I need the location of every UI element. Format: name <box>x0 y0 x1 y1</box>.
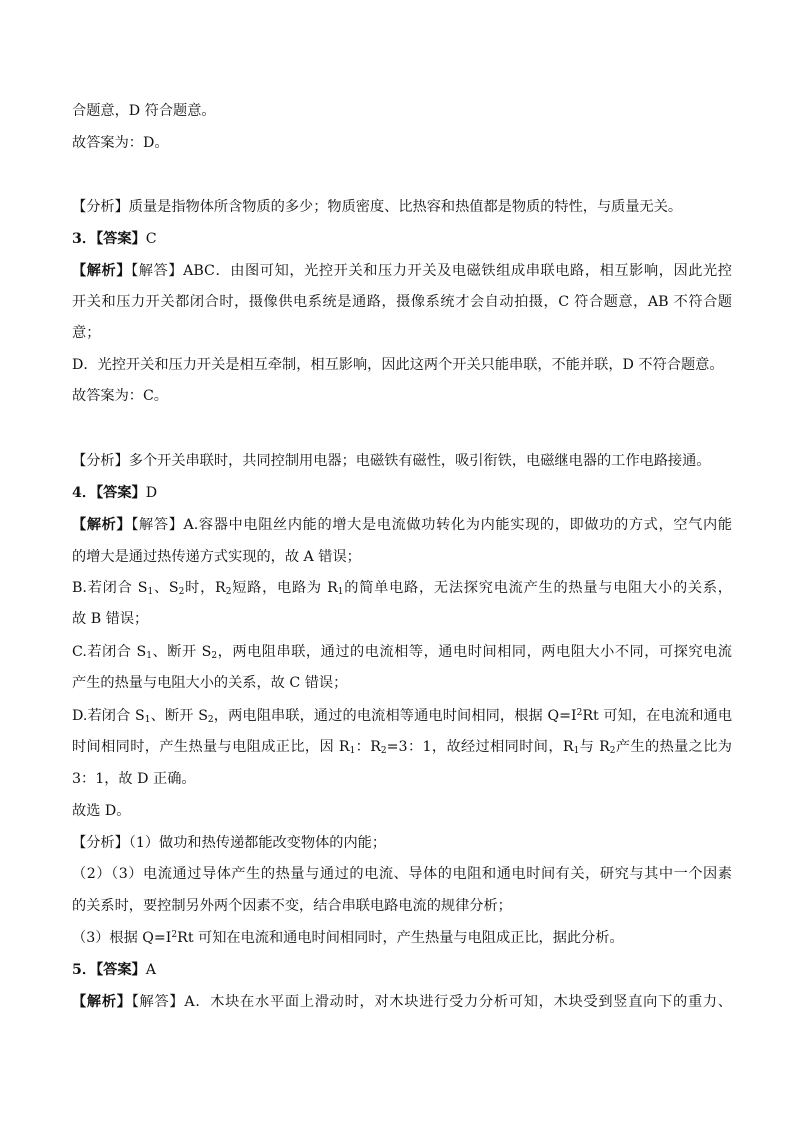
solution-label: 【解析】 <box>72 517 132 533</box>
subscript: 1 <box>349 746 356 756</box>
answer-heading-3 <box>72 229 732 249</box>
text-span: 短路，电路为 R <box>231 580 338 596</box>
text-span: 、断开 S <box>152 644 212 660</box>
text-line <box>72 992 732 1012</box>
text-span: =3：1，故经过相同时间，R <box>386 739 574 755</box>
analysis-line: 【分析】（1）做功和热传递都能改变物体的内能； <box>72 835 387 851</box>
subscript: 2 <box>178 587 185 597</box>
solution-label: 【解析】 <box>72 994 132 1010</box>
text-line: D．光控开关和压力开关是相互牵制，相互影响，因此这两个开关只能串联，不能并联，D 不符合题意。 <box>72 357 724 373</box>
text-span: ，两电阻串联，通过的电流相等，通电时间相同，两电阻大小不同，可探究电流 <box>217 644 732 660</box>
subscript: 1 <box>147 587 154 597</box>
subscript: 2 <box>211 651 218 661</box>
text-line: 的关系时，要控制另外两个因素不变，结合串联电路电流的规律分析； <box>72 898 512 914</box>
subscript: 2 <box>207 715 214 725</box>
subscript: 2 <box>380 746 387 756</box>
text-line: 故选 D。 <box>72 803 131 819</box>
subscript: 1 <box>337 587 344 597</box>
answer-value: D <box>145 485 158 501</box>
solution-label: 【解析】 <box>72 263 132 279</box>
subscript: 1 <box>573 746 580 756</box>
text-line <box>72 737 732 757</box>
question-number: 5． <box>72 962 97 978</box>
text-span: 时间相同时，产生热量与电阻成正比，因 R <box>72 739 350 755</box>
text-span: Rt 可知在电流和通电时间相同时，产生热量与电阻成正比，据此分析。 <box>177 930 624 946</box>
text-line <box>72 928 732 948</box>
answer-value: C <box>145 231 157 247</box>
text-span: 、断开 S <box>150 708 208 724</box>
text-line: 开关和压力开关都闭合时，摄像供电系统是通路，摄像系统才会自动拍摄，C 符合题意，AB 不符合题 <box>72 294 732 310</box>
question-number: 4． <box>72 485 97 501</box>
superscript: 2 <box>171 930 178 940</box>
text-line: 意； <box>72 325 101 341</box>
text-span: Rt 可知，在电流和通电 <box>582 708 733 724</box>
text-line <box>72 515 732 535</box>
answer-label: 【答案】 <box>96 231 146 247</box>
text-span: （3）根据 Q=I <box>72 930 172 946</box>
text-line <box>72 642 732 662</box>
text-line <box>72 261 732 281</box>
answer-heading-4 <box>72 483 732 503</box>
answer-value: A <box>145 962 156 978</box>
text-span: 的简单电路，无法探究电流产生的热量与电阻大小的关系， <box>343 580 732 596</box>
text-span: D.若闭合 S <box>72 708 145 724</box>
subscript: 2 <box>225 587 232 597</box>
answer-label: 【答案】 <box>96 485 146 501</box>
text-line: 产生的热量与电阻大小的关系，故 C 错误； <box>72 675 348 691</box>
text-line: 故答案为：D。 <box>72 135 169 151</box>
text-span: 与 R <box>579 739 610 755</box>
analysis-line: 【分析】多个开关串联时，共同控制用电器；电磁铁有磁性，吸引衔铁，电磁继电器的工作电路接通。 <box>72 453 711 469</box>
text-span: 【解答】ABC．由图可知，光控开关和压力开关及电磁铁组成串联电路，相互影响，因此光控 <box>131 263 732 279</box>
text-line: 的增大是通过热传递方式实现的，故 A 错误； <box>72 549 361 565</box>
text-span: C.若闭合 S <box>72 644 147 660</box>
text-span: 【解答】A.容器中电阻丝内能的增大是电流做功转化为内能实现的，即做功的方式，空气内能 <box>131 517 732 533</box>
text-line: 合题意，D 符合题意。 <box>72 103 216 119</box>
text-span: B.若闭合 S <box>72 580 148 596</box>
text-line: 3：1，故 D 正确。 <box>72 771 196 787</box>
subscript: 1 <box>146 651 152 661</box>
text-line <box>72 578 732 598</box>
subscript: 2 <box>609 746 616 756</box>
text-span: 产生的热量之比为 <box>615 739 732 755</box>
text-span: 、S <box>153 580 179 596</box>
text-line: 故答案为：C。 <box>72 388 168 404</box>
subscript: 1 <box>144 715 151 725</box>
text-span: 【解答】A．木块在水平面上滑动时，对木块进行受力分析可知，木块受到竖直向下的重力、 <box>131 994 732 1010</box>
answer-label: 【答案】 <box>96 962 146 978</box>
question-number: 3． <box>72 231 97 247</box>
text-span: ：R <box>355 739 381 755</box>
text-line: （2）（3）电流通过导体产生的热量与通过的电流、导体的电阻和通电时间有关，研究与其中一个因素 <box>72 866 732 882</box>
text-span: 时，R <box>184 580 226 596</box>
superscript: 2 <box>576 708 583 718</box>
answer-heading-5 <box>72 960 732 980</box>
text-line <box>72 706 732 726</box>
text-line: 故 B 错误； <box>72 611 149 627</box>
analysis-line: 【分析】质量是指物体所含物质的多少；物质密度、比热容和热值都是物质的特性，与质量无关。 <box>72 199 683 215</box>
text-span: ，两电阻串联，通过的电流相等通电时间相同，根据 Q=I <box>213 708 577 724</box>
